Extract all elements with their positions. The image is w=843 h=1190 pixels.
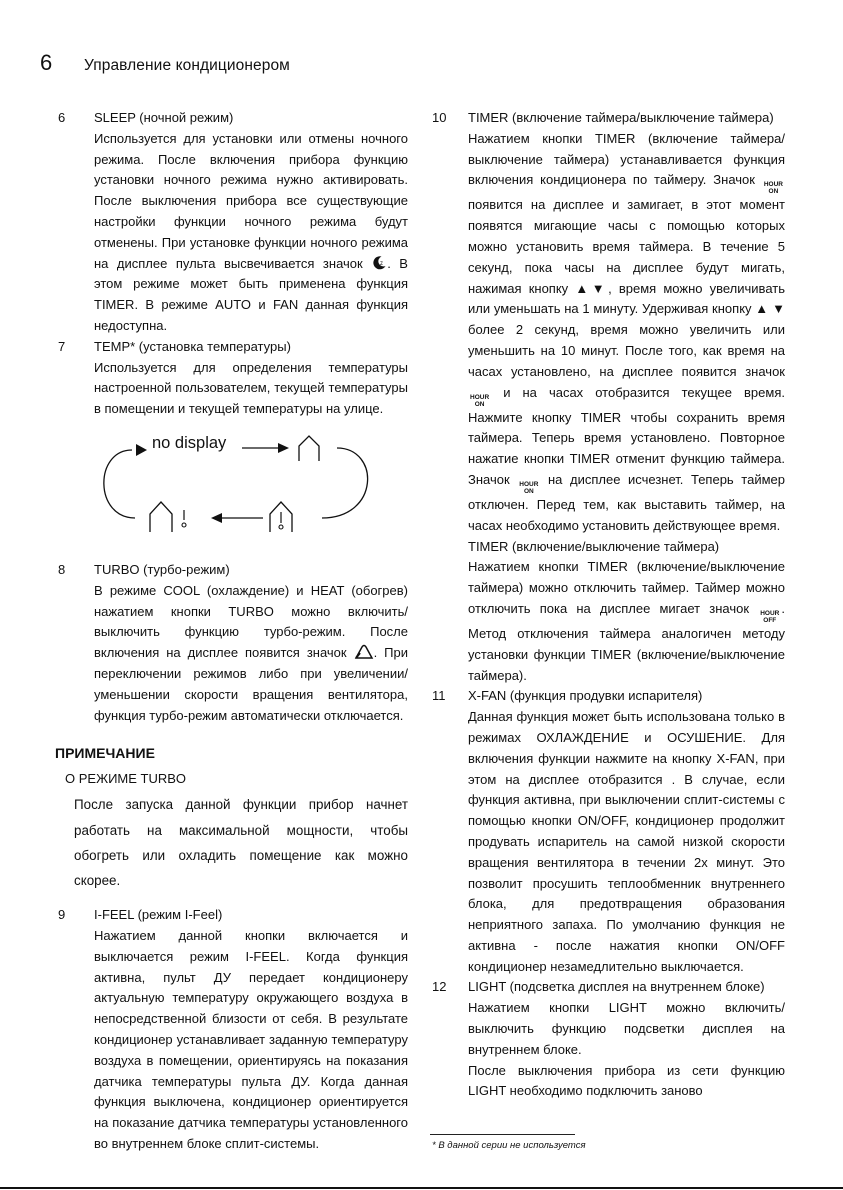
section-number: 12: [432, 979, 447, 995]
section-timer: [432, 108, 785, 686]
note-block: [55, 742, 408, 893]
section-text: После выключения прибора из сети функцию LIGHT необходимо подключить заново: [468, 1062, 785, 1099]
footnote-rule: [430, 1134, 575, 1135]
temp-display-cycle-diagram: [80, 428, 390, 540]
section-text: В режиме COOL (охлаждение) и HEAT (обогрев) нажатием кнопки TURBO можно включить/выключить функцию турбо-режим. После включения на дисплее появится значок . При переключении режимов либо при увеличении/уменьшении скорости вращения вентилятора, функция турбо-режим автоматически отключается.: [94, 582, 408, 723]
section-text: Нажатием кнопки TIMER (включение/выключение таймера) можно отключить таймер. Таймер можно отключить пока на дисплее мигает значок HOUR OFF . Метод отключения таймера аналогичен методу установки функции TIMER (включение/выключение таймера).: [468, 559, 785, 683]
indoor-temperature-house-icon: [270, 502, 292, 532]
section-number: 6: [58, 110, 66, 125]
section-number: 9: [58, 907, 66, 923]
right-column: [432, 108, 785, 1102]
section-xfan: [432, 686, 785, 977]
note-heading: ПРИМЕЧАНИЕ: [55, 745, 155, 762]
note-subheading: О РЕЖИМЕ TURBO: [65, 771, 187, 787]
page-bottom-line: [0, 1187, 843, 1189]
section-text: Используется для определения температуры настроенной пользователем, текущей температуры в помещении и текущей температуры на улице.: [94, 359, 408, 417]
footnote: * В данной серии не используется: [432, 1140, 586, 1151]
svg-text:z: z: [380, 260, 384, 267]
section-sleep: [58, 108, 408, 337]
section-turbo: [58, 560, 408, 726]
indoor-house-icon: [299, 436, 319, 461]
arrow-head-icon: [136, 444, 147, 456]
hour-on-icon: HOUR ON: [519, 480, 539, 495]
section-heading: I-FEEL (режим I-Feel): [94, 907, 223, 923]
section-number: 10: [432, 110, 447, 125]
page-header: [40, 50, 290, 76]
section-number: 8: [58, 561, 66, 577]
arrow-head-icon: [278, 443, 289, 453]
outdoor-temperature-house-icon: [150, 502, 186, 532]
hour-on-icon: HOUR ON: [763, 181, 783, 196]
section-subheading: TIMER (включение/выключение таймера): [468, 538, 720, 554]
hour-on-icon: HOUR ON: [470, 393, 490, 408]
turbo-icon: [354, 644, 374, 660]
section-heading: SLEEP (ночной режим): [94, 110, 234, 125]
page-title: Управление кондиционером: [84, 57, 290, 74]
section-heading: TURBO (турбо-режим): [94, 561, 230, 577]
left-column: [55, 108, 408, 1155]
section-text: Используется для установки или отмены ночного режима. После включения прибора функцию установки ночного режима нужно активировать. После выключения прибора все существующие настройки функции ночного режима будут отменены. При установке функции ночного режима на дисплее пульта высвечивается значок z . В этом режиме может быть применена функция TIMER. В режиме AUTO и FAN данная функция недоступна.: [94, 130, 408, 333]
section-heading: TEMP* (установка температуры): [94, 338, 291, 354]
arrow-head-icon: [211, 513, 222, 523]
hour-off-icon: HOUR OFF: [760, 609, 780, 624]
section-ifeel: [58, 905, 408, 1155]
section-light: [432, 977, 785, 1102]
section-temp: [58, 337, 408, 420]
section-heading: LIGHT (подсветка дисплея на внутреннем блоке): [468, 979, 765, 995]
section-heading: TIMER (включение таймера/выключение таймера): [468, 110, 774, 125]
section-text: Данная функция может быть использована только в режимах ОХЛАЖДЕНИЕ и ОСУШЕНИЕ. Для включения функции нажмите на кнопку X-FAN, при этом на дисплее отобразится . В случае, если функция активна, при выключении сплит-системы с помощью кнопки ON/OFF, кондиционер продолжит продувать испаритель на самой низкой скорости вращения вентилятора в течении 2х минут. Это позволит просушить теплообменник внутреннего блока, для предотвращения образования неприятного запаха. По умолчанию функция не активна - после нажатия кнопки ON/OFF кондиционер незамедлительно выключается.: [468, 709, 785, 974]
section-text: Нажатием кнопки LIGHT можно включить/выключить функцию подсветки дисплея на внутреннем блоке.: [468, 1000, 785, 1057]
sleep-moon-icon: [371, 255, 387, 271]
section-heading: X-FAN (функция продувки испарителя): [468, 688, 703, 704]
section-text: Нажатием кнопки TIMER (включение таймера/выключение таймера) устанавливается функция включения кондиционера по таймеру. Значок HOUR ON появится на дисплее и замигает, в этот момент появятся мигающие часы с помощью которых можно установить время таймера. В течение 5 секунд, пока часы на дисплее будут мигать, нажимая кнопку ▲▼, время можно увеличивать или уменьшать на 1 минуту. Удерживая кнопку ▲ ▼ более 2 секунд, время можно увеличить или уменьшить на 10 минут. После того, как время на часах установлено, на дисплее появится значок HOUR ON и на часах отобразится текущее время. Нажмите кнопку TIMER чтобы сохранить время таймера. Теперь время установлено. Повторное нажатие кнопки TIMER отменит функцию таймера. Значок HOUR ON на дисплее исчезнет. Теперь таймер отключен. Перед тем, как выставить таймер, на часах необходимо установить действующее время.: [468, 130, 785, 533]
cycle-diagram-graphic: [80, 428, 390, 540]
section-number: 11: [432, 688, 446, 704]
no-display-label: no display: [152, 433, 227, 452]
page-number: 6: [40, 50, 53, 75]
section-text: Нажатием данной кнопки включается и выключается режим I-FEEL. Когда функция активна, пульт ДУ передает кондиционеру актуальную температуру окружающего воздуха в непосредственной близости от себя. В результате кондиционер устанавливает заданную температуру воздуха в помещении, ориентируясь на показания датчика температуры пульта ДУ. Когда данная функция выключена, кондиционер ориентируется на показание датчика температуры установленного во внутреннем блоке сплит-системы.: [94, 927, 408, 1151]
section-number: 7: [58, 338, 66, 354]
note-text: После запуска данной функции прибор начнет работать на максимальной мощности, чтобы обогреть или охладить помещение как можно скорее.: [74, 797, 408, 888]
